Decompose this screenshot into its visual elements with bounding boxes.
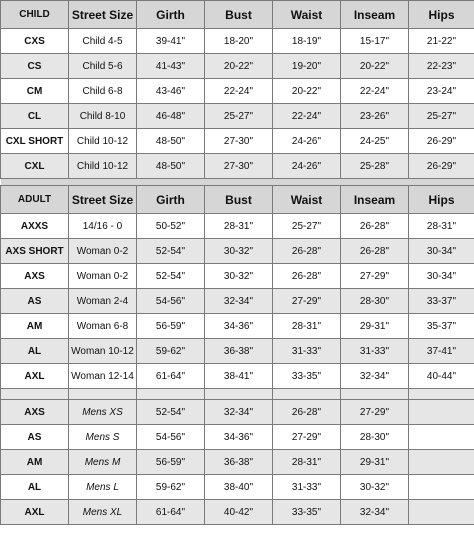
adult-table-row <box>1 214 474 239</box>
mens-cell-girth: 59-62" <box>137 475 205 500</box>
child-cell-street-size: Child 10-12 <box>69 129 137 154</box>
child-cell-street-size: Child 6-8 <box>69 79 137 104</box>
child-cell-waist: 24-26" <box>273 129 341 154</box>
adult-table-row <box>1 289 474 314</box>
adult-cell-size: AXS SHORT <box>1 239 69 264</box>
adult-cell-size: AL <box>1 339 69 364</box>
child-cell-bust: 22-24" <box>205 79 273 104</box>
adult-cell-size: AXL <box>1 364 69 389</box>
child-section-label: CHILD <box>1 1 69 29</box>
child-cell-size: CS <box>1 54 69 79</box>
adult-cell-girth: 59-62" <box>137 339 205 364</box>
mens-cell-girth: 52-54" <box>137 400 205 425</box>
spacer-cell <box>205 389 273 400</box>
adult-cell-bust: 36-38" <box>205 339 273 364</box>
spacer-cell <box>1 179 69 186</box>
spacer-cell <box>137 389 205 400</box>
child-cell-street-size: Child 10-12 <box>69 154 137 179</box>
adult-cell-street-size: Woman 10-12 <box>69 339 137 364</box>
child-cell-size: CXL SHORT <box>1 129 69 154</box>
mens-cell-size: AXL <box>1 500 69 525</box>
adult-cell-waist: 33-35" <box>273 364 341 389</box>
adult-cell-hips: 37-41" <box>409 339 474 364</box>
mens-cell-inseam: 27-29" <box>341 400 409 425</box>
child-cell-size: CXS <box>1 29 69 54</box>
spacer-cell <box>409 389 474 400</box>
adult-cell-street-size: Woman 2-4 <box>69 289 137 314</box>
mens-cell-bust: 40-42" <box>205 500 273 525</box>
mens-table-row <box>1 475 474 500</box>
spacer-cell <box>341 179 409 186</box>
child-cell-bust: 25-27" <box>205 104 273 129</box>
child-cell-bust: 18-20" <box>205 29 273 54</box>
adult-cell-street-size: Woman 0-2 <box>69 239 137 264</box>
header-bust: Bust <box>205 1 273 29</box>
adult-cell-girth: 54-56" <box>137 289 205 314</box>
adult-table-row <box>1 339 474 364</box>
child-cell-size: CM <box>1 79 69 104</box>
spacer-cell <box>69 179 137 186</box>
adult-cell-girth: 56-59" <box>137 314 205 339</box>
spacer-cell <box>137 179 205 186</box>
child-cell-inseam: 23-26" <box>341 104 409 129</box>
mens-cell-inseam: 28-30" <box>341 425 409 450</box>
header-hips: Hips <box>409 186 474 214</box>
adult-cell-bust: 34-36" <box>205 314 273 339</box>
mens-cell-hips <box>409 475 474 500</box>
adult-cell-waist: 28-31" <box>273 314 341 339</box>
adult-cell-bust: 32-34" <box>205 289 273 314</box>
adult-cell-size: AXXS <box>1 214 69 239</box>
mens-table-row <box>1 500 474 525</box>
header-inseam: Inseam <box>341 1 409 29</box>
adult-cell-inseam: 29-31" <box>341 314 409 339</box>
adult-cell-girth: 50-52" <box>137 214 205 239</box>
child-cell-size: CXL <box>1 154 69 179</box>
mens-table-row <box>1 400 474 425</box>
mens-cell-waist: 33-35" <box>273 500 341 525</box>
mens-cell-size: AL <box>1 475 69 500</box>
child-cell-bust: 27-30" <box>205 154 273 179</box>
header-hips: Hips <box>409 1 474 29</box>
mens-cell-waist: 28-31" <box>273 450 341 475</box>
adult-cell-girth: 52-54" <box>137 264 205 289</box>
child-cell-street-size: Child 4-5 <box>69 29 137 54</box>
mens-table-row <box>1 425 474 450</box>
child-cell-girth: 41-43" <box>137 54 205 79</box>
adult-cell-waist: 27-29" <box>273 289 341 314</box>
mens-cell-waist: 26-28" <box>273 400 341 425</box>
adult-cell-waist: 31-33" <box>273 339 341 364</box>
child-table-row <box>1 54 474 79</box>
adult-cell-hips: 30-34" <box>409 239 474 264</box>
adult-cell-inseam: 31-33" <box>341 339 409 364</box>
child-header-row <box>1 1 474 29</box>
adult-cell-street-size: 14/16 - 0 <box>69 214 137 239</box>
adult-cell-hips: 35-37" <box>409 314 474 339</box>
child-cell-waist: 24-26" <box>273 154 341 179</box>
child-cell-girth: 39-41" <box>137 29 205 54</box>
spacer-cell <box>273 389 341 400</box>
adult-header-row <box>1 186 474 214</box>
child-table-row <box>1 129 474 154</box>
adult-cell-inseam: 27-29" <box>341 264 409 289</box>
child-table-row <box>1 79 474 104</box>
adult-cell-hips: 33-37" <box>409 289 474 314</box>
spacer-cell <box>273 179 341 186</box>
adult-cell-street-size: Woman 12-14 <box>69 364 137 389</box>
header-street-size: Street Size <box>69 186 137 214</box>
adult-cell-bust: 38-41" <box>205 364 273 389</box>
child-cell-girth: 43-46" <box>137 79 205 104</box>
mens-cell-street-size: Mens S <box>69 425 137 450</box>
child-cell-girth: 48-50" <box>137 154 205 179</box>
mens-cell-hips <box>409 400 474 425</box>
mens-cell-street-size: Mens L <box>69 475 137 500</box>
child-cell-waist: 18-19" <box>273 29 341 54</box>
spacer-cell <box>409 179 474 186</box>
spacer-cell <box>205 179 273 186</box>
adult-section-label: ADULT <box>1 186 69 214</box>
adult-cell-size: AXS <box>1 264 69 289</box>
mens-cell-size: AXS <box>1 400 69 425</box>
header-girth: Girth <box>137 186 205 214</box>
child-cell-hips: 22-23" <box>409 54 474 79</box>
child-cell-waist: 22-24" <box>273 104 341 129</box>
mens-cell-waist: 31-33" <box>273 475 341 500</box>
mens-cell-inseam: 29-31" <box>341 450 409 475</box>
child-cell-hips: 23-24" <box>409 79 474 104</box>
mens-cell-bust: 38-40" <box>205 475 273 500</box>
mens-cell-bust: 36-38" <box>205 450 273 475</box>
section-divider <box>1 179 474 186</box>
adult-table-row <box>1 364 474 389</box>
child-cell-waist: 19-20" <box>273 54 341 79</box>
adult-cell-hips: 28-31" <box>409 214 474 239</box>
adult-cell-inseam: 32-34" <box>341 364 409 389</box>
mens-cell-waist: 27-29" <box>273 425 341 450</box>
adult-cell-bust: 30-32" <box>205 239 273 264</box>
size-chart-body <box>1 1 474 525</box>
child-table-row <box>1 154 474 179</box>
child-table-row <box>1 29 474 54</box>
child-cell-inseam: 15-17" <box>341 29 409 54</box>
child-cell-bust: 20-22" <box>205 54 273 79</box>
child-table-row <box>1 104 474 129</box>
adult-table-row <box>1 264 474 289</box>
child-cell-street-size: Child 8-10 <box>69 104 137 129</box>
adult-table-row <box>1 314 474 339</box>
adult-cell-size: AS <box>1 289 69 314</box>
child-cell-hips: 25-27" <box>409 104 474 129</box>
mens-cell-inseam: 30-32" <box>341 475 409 500</box>
child-cell-inseam: 22-24" <box>341 79 409 104</box>
mens-cell-girth: 61-64" <box>137 500 205 525</box>
mens-cell-girth: 54-56" <box>137 425 205 450</box>
adult-cell-bust: 28-31" <box>205 214 273 239</box>
adult-cell-hips: 40-44" <box>409 364 474 389</box>
adult-cell-bust: 30-32" <box>205 264 273 289</box>
header-bust: Bust <box>205 186 273 214</box>
header-inseam: Inseam <box>341 186 409 214</box>
child-cell-inseam: 24-25" <box>341 129 409 154</box>
mens-table-row <box>1 450 474 475</box>
header-waist: Waist <box>273 186 341 214</box>
adult-cell-inseam: 28-30" <box>341 289 409 314</box>
mens-cell-street-size: Mens XL <box>69 500 137 525</box>
adult-cell-girth: 61-64" <box>137 364 205 389</box>
adult-cell-inseam: 26-28" <box>341 214 409 239</box>
adult-cell-waist: 25-27" <box>273 214 341 239</box>
adult-cell-inseam: 26-28" <box>341 239 409 264</box>
mens-cell-inseam: 32-34" <box>341 500 409 525</box>
child-cell-bust: 27-30" <box>205 129 273 154</box>
adult-cell-street-size: Woman 0-2 <box>69 264 137 289</box>
child-cell-hips: 26-29" <box>409 154 474 179</box>
mens-cell-size: AS <box>1 425 69 450</box>
spacer-cell <box>341 389 409 400</box>
spacer-cell <box>1 389 69 400</box>
mens-cell-street-size: Mens XS <box>69 400 137 425</box>
adult-cell-waist: 26-28" <box>273 239 341 264</box>
spacer-cell <box>69 389 137 400</box>
mens-cell-hips <box>409 500 474 525</box>
child-cell-street-size: Child 5-6 <box>69 54 137 79</box>
adult-cell-street-size: Woman 6-8 <box>69 314 137 339</box>
child-cell-inseam: 25-28" <box>341 154 409 179</box>
mens-cell-bust: 34-36" <box>205 425 273 450</box>
mens-cell-hips <box>409 425 474 450</box>
adult-cell-size: AM <box>1 314 69 339</box>
header-girth: Girth <box>137 1 205 29</box>
mens-cell-bust: 32-34" <box>205 400 273 425</box>
adult-table-row <box>1 239 474 264</box>
section-divider <box>1 389 474 400</box>
child-cell-girth: 48-50" <box>137 129 205 154</box>
mens-cell-girth: 56-59" <box>137 450 205 475</box>
adult-cell-waist: 26-28" <box>273 264 341 289</box>
child-cell-size: CL <box>1 104 69 129</box>
child-cell-hips: 21-22" <box>409 29 474 54</box>
mens-cell-street-size: Mens M <box>69 450 137 475</box>
child-cell-inseam: 20-22" <box>341 54 409 79</box>
adult-cell-girth: 52-54" <box>137 239 205 264</box>
mens-cell-size: AM <box>1 450 69 475</box>
header-street-size: Street Size <box>69 1 137 29</box>
child-cell-girth: 46-48" <box>137 104 205 129</box>
header-waist: Waist <box>273 1 341 29</box>
mens-cell-hips <box>409 450 474 475</box>
adult-cell-hips: 30-34" <box>409 264 474 289</box>
child-cell-waist: 20-22" <box>273 79 341 104</box>
child-cell-hips: 26-29" <box>409 129 474 154</box>
